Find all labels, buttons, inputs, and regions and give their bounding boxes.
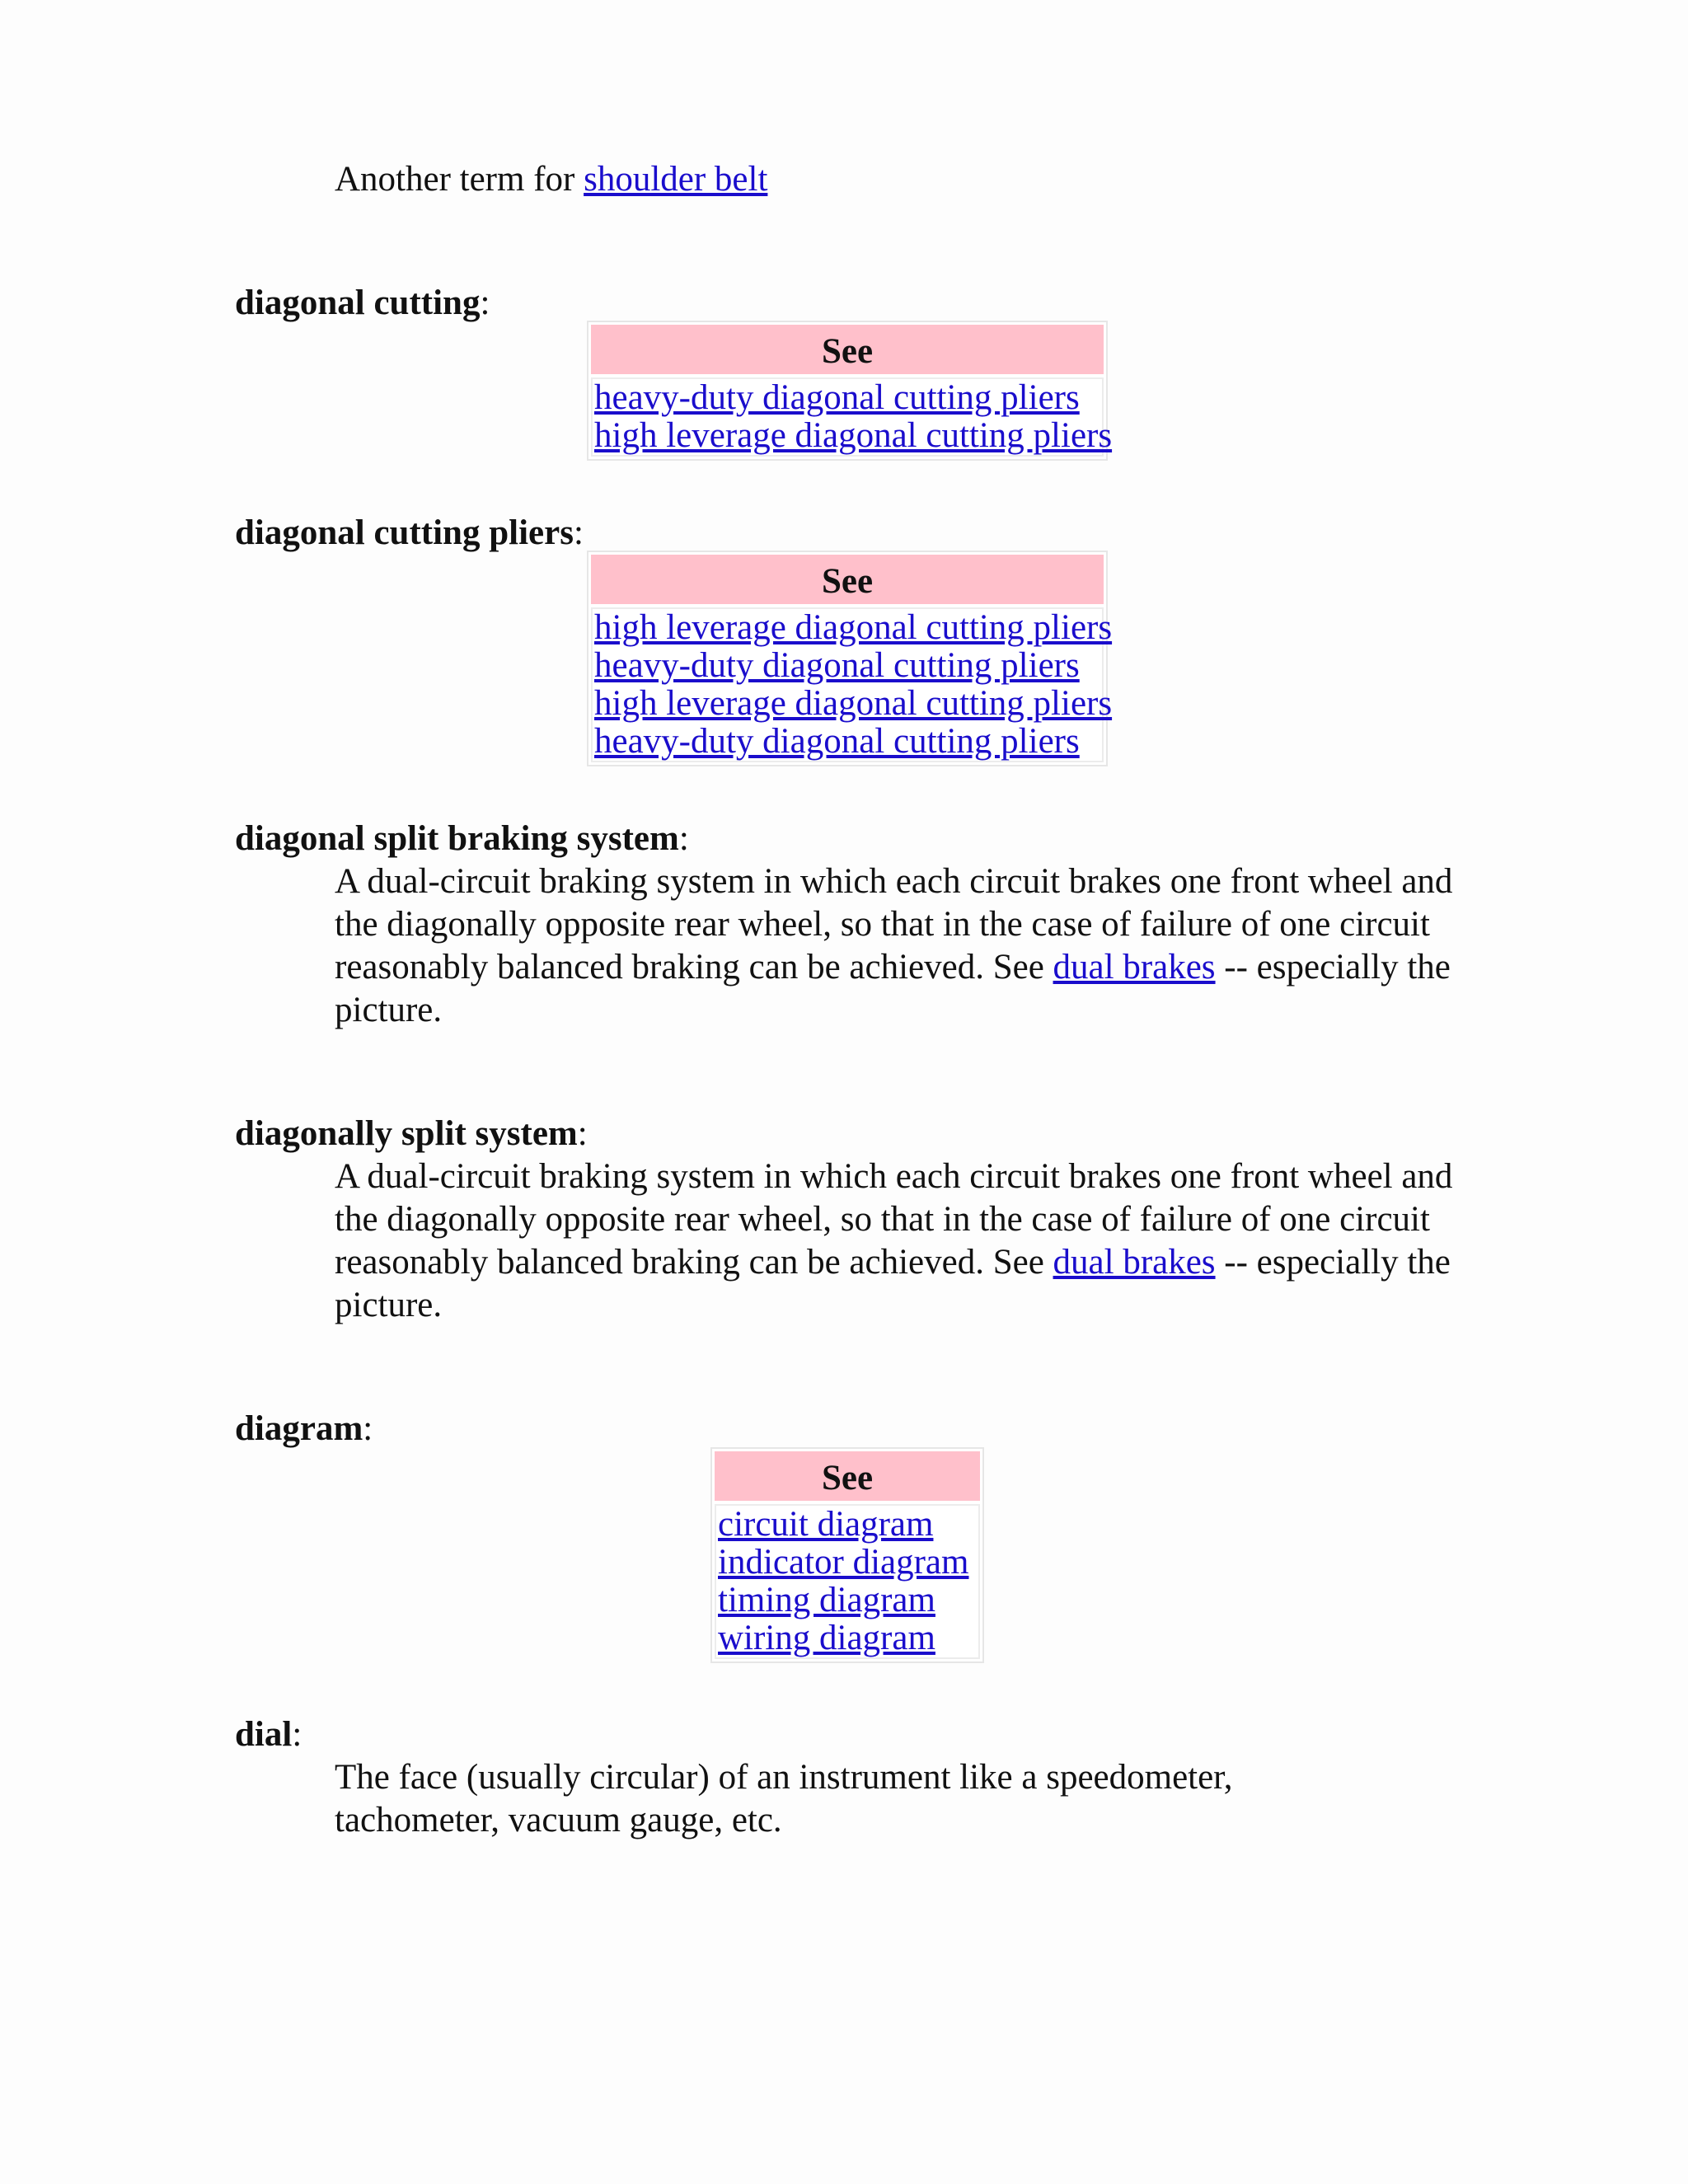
see-also-table (587, 551, 1113, 766)
definition-text (335, 1756, 1324, 1842)
see-header: See (591, 555, 1104, 604)
term-colon: : (678, 819, 689, 858)
term-heading (235, 282, 490, 325)
definition-body: A dual-circuit braking system in which each circuit brakes one front wheel and the diagonally opposite rear wheel, so that in the case of failure of one circuit reasonably balanced braking can be achieved. See (335, 862, 1453, 987)
intro-line (335, 158, 1456, 201)
term-name: dial (235, 1715, 293, 1754)
term-heading (235, 818, 689, 860)
see-link[interactable]: indicator diagram (718, 1543, 969, 1582)
see-also-table (587, 321, 1113, 461)
term-heading (235, 512, 584, 555)
see-links-list (591, 377, 1113, 457)
see-links-list (591, 607, 1113, 762)
dual-brakes-link[interactable]: dual brakes (1053, 1243, 1216, 1282)
see-link[interactable]: heavy-duty diagonal cutting pliers (594, 646, 1080, 685)
shoulder-belt-link[interactable]: shoulder belt (584, 160, 768, 199)
term-heading (235, 1113, 588, 1155)
definition-text (335, 1155, 1456, 1327)
see-header: See (591, 325, 1104, 374)
term-name: diagonal split braking system (235, 819, 679, 858)
term-name: diagram (235, 1409, 363, 1448)
see-link[interactable]: high leverage diagonal cutting pliers (594, 684, 1113, 723)
term-colon: : (480, 284, 490, 322)
see-link[interactable]: heavy-duty diagonal cutting pliers (594, 722, 1080, 761)
term-colon: : (573, 513, 584, 552)
term-name: diagonally split system (235, 1114, 578, 1153)
definition-body: The face (usually circular) of an instrument like a speedometer, tachometer, vacuum gauge, etc. (335, 1758, 1233, 1840)
see-link[interactable]: timing diagram (718, 1581, 935, 1619)
definition-body: A dual-circuit braking system in which each circuit brakes one front wheel and the diagonally opposite rear wheel, so that in the case of failure of one circuit reasonably balanced braking can be achieved. See (335, 1157, 1453, 1282)
definition-text (335, 860, 1456, 1032)
see-also-table (710, 1447, 984, 1663)
see-link[interactable]: wiring diagram (718, 1619, 935, 1657)
see-link[interactable]: circuit diagram (718, 1505, 934, 1544)
term-heading (235, 1713, 302, 1756)
definition-tail: -- especially the picture. (335, 948, 1451, 1029)
term-colon: : (577, 1114, 588, 1153)
term-heading (235, 1408, 373, 1451)
see-header: See (715, 1451, 980, 1501)
dual-brakes-link[interactable]: dual brakes (1053, 948, 1216, 987)
definition-tail: -- especially the picture. (335, 1243, 1451, 1324)
term-colon: : (292, 1715, 302, 1754)
term-name: diagonal cutting (235, 284, 481, 322)
intro-text: Another term for (335, 160, 584, 199)
see-link[interactable]: high leverage diagonal cutting pliers (594, 416, 1113, 455)
see-links-list (715, 1504, 980, 1659)
term-colon: : (363, 1409, 373, 1448)
term-name: diagonal cutting pliers (235, 513, 574, 552)
see-link[interactable]: heavy-duty diagonal cutting pliers (594, 378, 1080, 417)
see-link[interactable]: high leverage diagonal cutting pliers (594, 608, 1113, 647)
